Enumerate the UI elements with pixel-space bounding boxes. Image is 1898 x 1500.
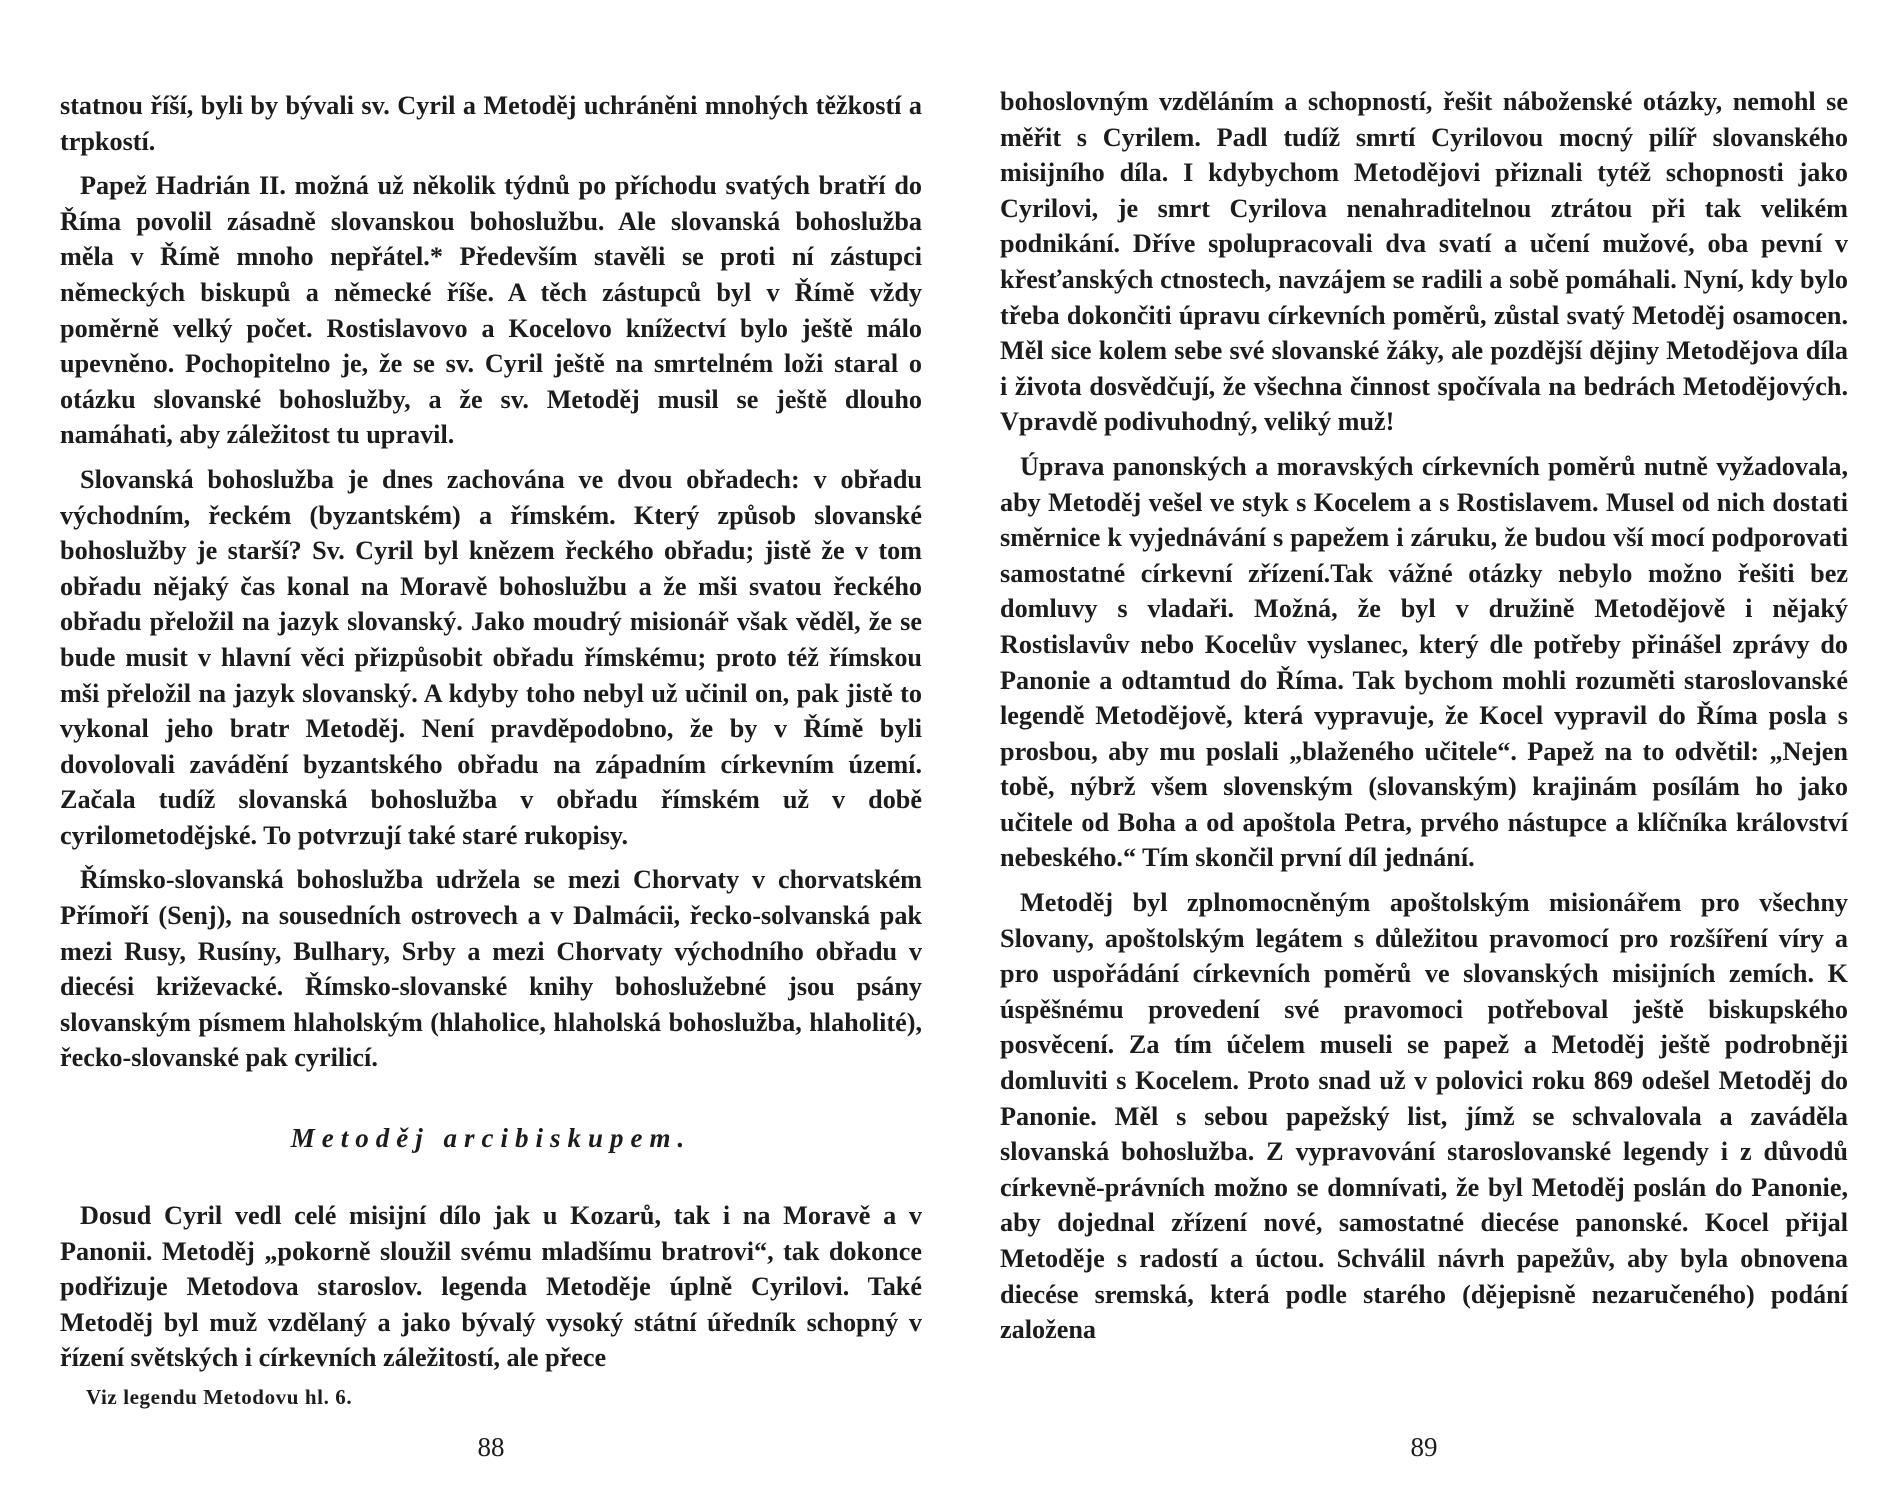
- page-number-left: 88: [477, 1432, 505, 1462]
- right-page: [1000, 0, 1848, 1500]
- right-paragraph-2: Úprava panonských a moravských církevních poměrů nutně vyžadovala, aby Metoděj vešel ve styk s Kocelem a s Rostislavem. Musel od nich dostati směrnice k vyjednávání s papežem i záruku, že budou vší mocí podporovati samostatné církevní zřízení.Tak vážné otázky nebylo možno řešiti bez domluvy s vladaři. Možná, že byl v družině Metodějově i nějaký Rostislavův nebo Kocelův vyslanec, který dle potřeby přinášel zprávy do Panonie a odtamtud do Říma. Tak bychom mohli rozuměti staroslovanské legendě Metodějově, která vypravuje, že Kocel vypravil do Říma posla s prosbou, aby mu poslali „blaženého učitele“. Papež na to odvětil: „Nejen tobě, nýbrž všem slovenským (slovanským) krajinám posílám ho jako učitele od Boha a od apoštola Petra, prvého nástupce a klíčníka království nebeského.“ Tím skončil první díl jednání.: [1000, 451, 1848, 873]
- section-heading: Metoděj arcibiskupem.: [290, 1123, 692, 1154]
- left-paragraph-2: Papež Hadrián II. možná už několik týdnů po příchodu svatých bratří do Říma povolil zásadně slovanskou bohoslužbu. Ale slovanská bohoslužba měla v Římě mnoho nepřátel.* Především stavěli se proti ní zástupci německých biskupů a německé říše. A těch zástupců byl v Římě vždy poměrně velký počet. Rostislavovo a Kocelovo knížectví bylo ještě málo upevněno. Pochopitelno je, že se sv. Cyril ještě na smrtelném loži staral o otázku slovanské bohoslužby, a že sv. Metoděj musil se ještě dlouho namáhati, aby záležitost tu upravil.: [60, 171, 922, 450]
- footnote: Viz legendu Metodovu hl. 6.: [86, 1385, 353, 1409]
- left-paragraph-1: statnou říší, byli by bývali sv. Cyril a Metoděj uchráněni mnohých těžkostí a trpkostí.: [60, 91, 922, 156]
- right-paragraph-1: bohoslovným vzděláním a schopností, řešit náboženské otázky, nemohl se měřit s Cyrilem. Padl tudíž smrtí Cyrilovou mocný pilíř slovanského misijního díla. I kdybychom Metodějovi přiznali tytéž schopnosti jako Cyrilovi, je smrt Cyrilova nenahraditelnou ztrátou při tak velikém podnikání. Dříve spolupracovali dva svatí a učení mužové, oba pevní v křesťanských ctnostech, navzájem se radili a sobě pomáhali. Nyní, kdy bylo třeba dokončiti úpravu církevních poměrů, zůstal svatý Metoděj osamocen. Měl sice kolem sebe své slovanské žáky, ale pozdější dějiny Metodějova díla i života dosvědčují, že všechna činnost spočívala na bedrách Metodějových. Vpravdě podivuhodný, veliký muž!: [1000, 87, 1848, 437]
- left-paragraph-3: Slovanská bohoslužba je dnes zachována ve dvou obřadech: v obřadu východním, řeckém (byzantském) a římském. Který způsob slovanské bohoslužby je starší? Sv. Cyril byl knězem řeckého obřadu; jistě že v tom obřadu nějaký čas konal na Moravě bohoslužbu a že mši svatou řeckého obřadu přeložil na jazyk slovanský. Jako moudrý misionář však věděl, že se bude musit v hlavní věci přizpůsobit obřadu římskému; proto též římskou mši přeložil na jazyk slovanský. A kdyby toho nebyl už učinil on, pak jistě to vykonal jeho bratr Metoděj. Není pravděpodobno, že by v Římě byli dovolovali zavádění byzantského obřadu na západním církevním území. Začala tudíž slovanská bohoslužba v obřadu římském už v době cyrilometodějské. To potvrzují také staré rukopisy.: [60, 464, 922, 850]
- right-page-text: [1000, 84, 1848, 1348]
- left-paragraph-4: Římsko-slovanská bohoslužba udržela se mezi Chorvaty v chorvatském Přímoří (Senj), na sousedních ostrovech a v Dalmácii, řecko-solvanská pak mezi Rusy, Rusíny, Bulhary, Srby a mezi Chorvaty východního obřadu v diecési križevacké. Římsko-slovanské knihy bohoslužebné jsou psány slovanským písmem hlaholským (hlaholice, hlaholská bohoslužba, hlaholité), řecko-slovanské pak cyrilicí.: [60, 865, 922, 1073]
- right-paragraph-3: Metoděj byl zplnomocněným apoštolským misionářem pro všechny Slovany, apoštolským legátem s důležitou pravomocí pro rozšíření víry a pro uspořádání církevních poměrů ve slovanských misijních zemích. K úspěšnému provedení své pravomoci potřeboval ještě biskupského posvěcení. Za tím účelem museli se papež a Metoděj ještě podrobněji domluviti s Kocelem. Proto snad už v polovici roku 869 odešel Metoděj do Panonie. Měl s sebou papežský list, jímž se schvalovala a zaváděla slovanská bohoslužba. Z vypravování staroslovanské legendy i z důvodů církevně-právních možno se domnívati, že byl Metoděj poslán do Panonie, aby dojednal zřízení nové, samostatné diecése panonské. Kocel přijal Metoděje s radostí a úctou. Schválil návrh papežův, aby byla obnovena diecése sremská, která podle starého (dějepisně nezaručeného) podání založena: [1000, 888, 1848, 1345]
- left-page-text: [60, 88, 922, 1412]
- left-paragraph-5: Dosud Cyril vedl celé misijní dílo jak u Kozarů, tak i na Moravě a v Panonii. Metoděj „pokorně sloužil svému mladšímu bratrovi“, tak dokonce podřizuje Metodova staroslov. legenda Metoděje úplně Cyrilovi. Také Metoděj byl muž vzdělaný a jako bývalý vysoký státní úředník schopný v řízení světských i církevních záležitostí, ale přece: [60, 1201, 922, 1373]
- left-page: [60, 0, 922, 1500]
- page-number-right: 89: [1410, 1432, 1438, 1462]
